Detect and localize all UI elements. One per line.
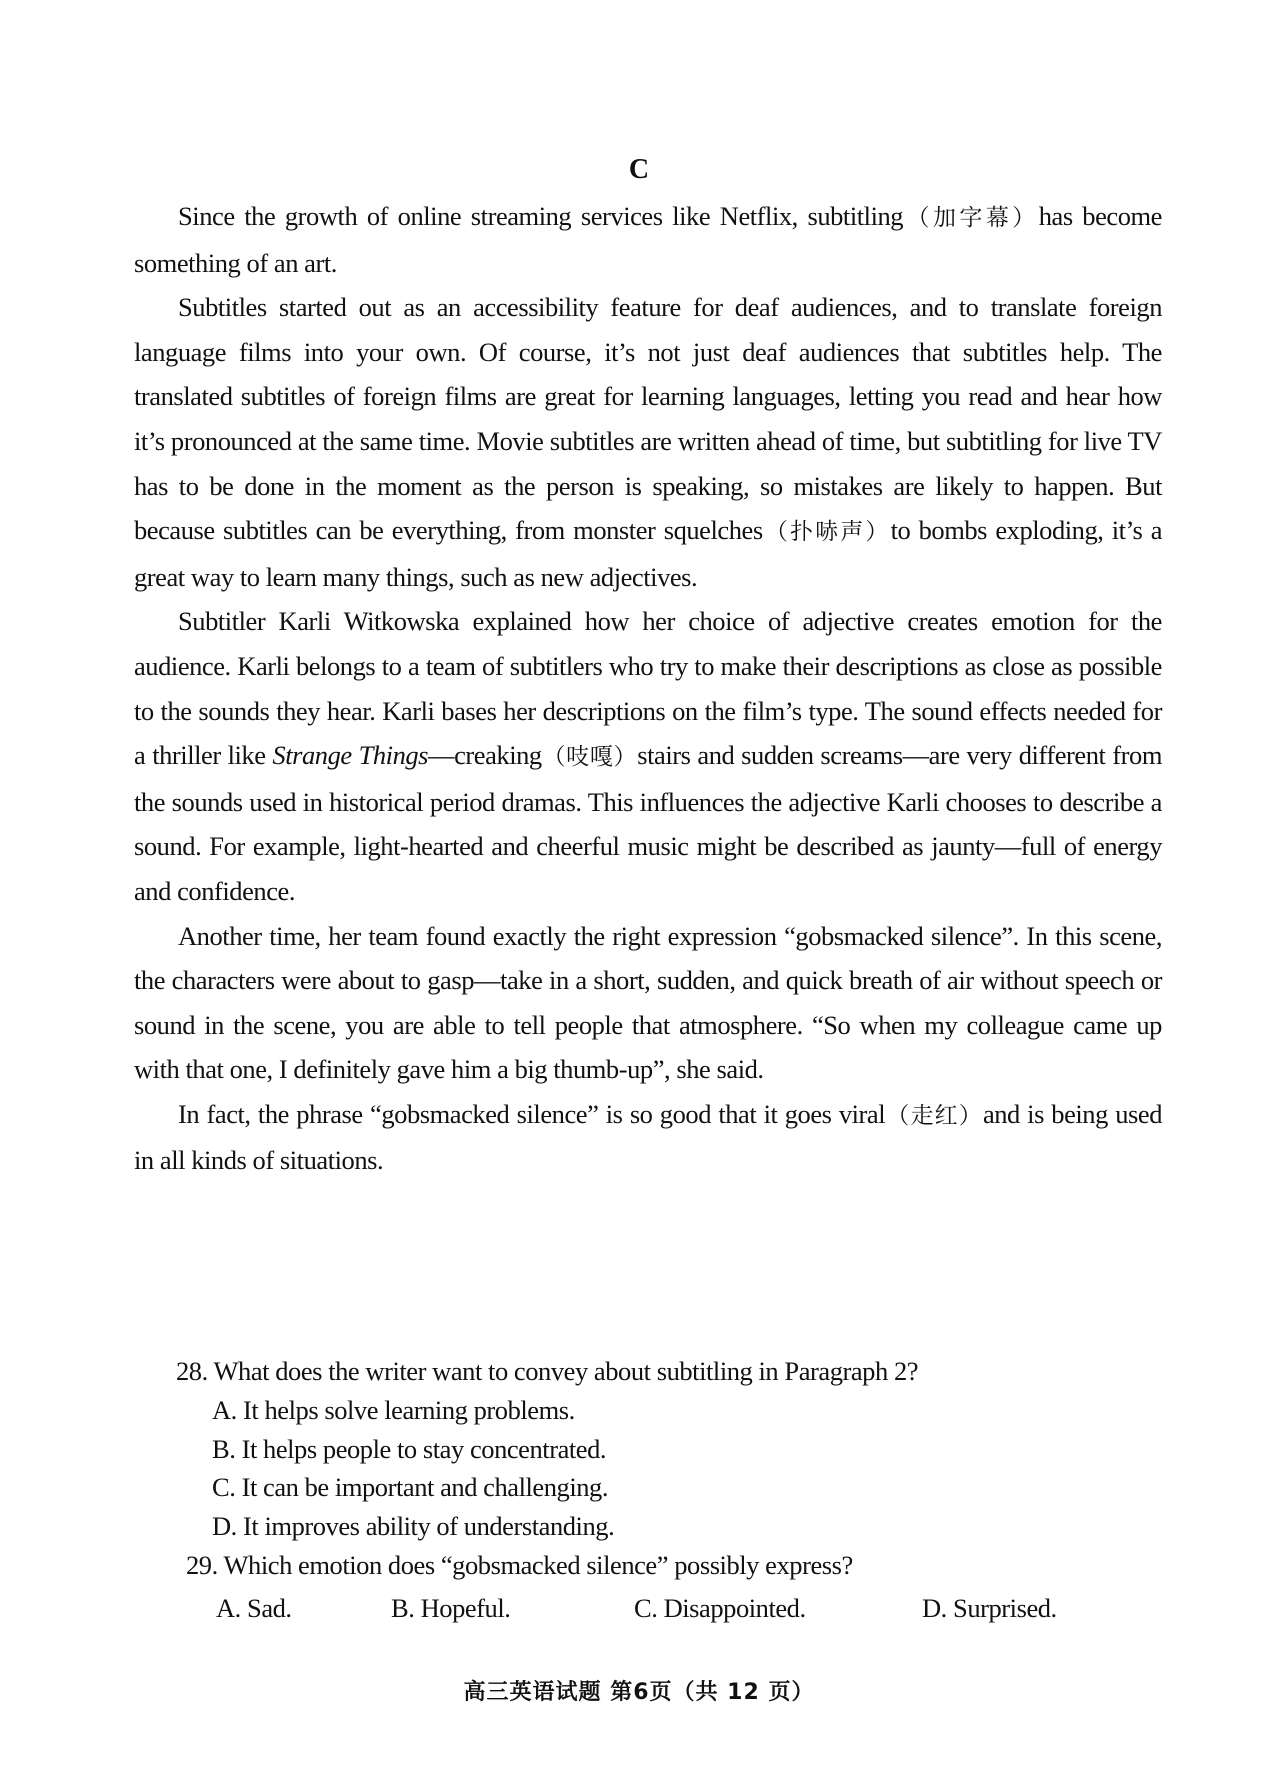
- question-text: Which emotion does “gobsmacked silence” possibly express?: [223, 1550, 853, 1581]
- chinese-gloss: （扑哧声）: [762, 519, 891, 546]
- text-run: Subtitler Karli Witkowska explained how her choice of adjective creates emotion for the audience. Karli belongs to a team of subtitlers who try to make their descriptions as close as possible to the sounds they hear. Karli bases her descriptions on the film’s type. The sound effects needed for a thriller like: [134, 606, 1162, 771]
- options-list: [134, 1585, 1162, 1631]
- option-a[interactable]: A. It helps solve learning problems.: [212, 1395, 575, 1425]
- text-run: has become something of an art.: [134, 201, 1162, 278]
- text-run: —creaking: [428, 740, 542, 771]
- italic-title: Strange Things: [272, 740, 429, 771]
- text-run: Another time, her team found exactly the right expression “gobsmacked silence”. In this scene, the characters were about to gasp—take in a short, sudden, and quick breath of air without speech or sound in the scene, you are able to tell people that atmosphere. “So when my colleague came up with that one, I definitely gave him a big thumb-up”, she said.: [134, 920, 1162, 1085]
- text-run: Since the growth of online streaming services like Netflix, subtitling: [178, 201, 904, 231]
- text-run: In fact, the phrase “gobsmacked silence” is so good that it goes viral: [178, 1098, 886, 1129]
- option-d[interactable]: D. Surprised.: [922, 1593, 1057, 1624]
- paragraph-5: [134, 1092, 1162, 1183]
- question-text: What does the writer want to convey about subtitling in Paragraph 2?: [213, 1356, 919, 1386]
- option-a[interactable]: A. Sad.: [216, 1593, 292, 1624]
- paragraph-1: [134, 194, 1162, 285]
- question-list: [134, 1351, 1162, 1631]
- chinese-gloss: （加字幕）: [903, 205, 1039, 231]
- reading-passage: [134, 194, 1162, 1183]
- question-29: [134, 1545, 1162, 1631]
- option-c[interactable]: C. It can be important and challenging.: [212, 1472, 609, 1503]
- chinese-gloss: （走红）: [885, 1102, 983, 1129]
- paragraph-3: [134, 599, 1162, 913]
- options-list: [134, 1391, 1162, 1545]
- option-b[interactable]: B. It helps people to stay concentrated.: [212, 1433, 607, 1464]
- text-run: stairs and sudden screams—are very different from the sounds used in historical period dramas. This influences the adjective Karli chooses to describe a sound. For example, light-hearted and cheerful music might be described as jaunty—full of energy and confidence.: [134, 740, 1163, 906]
- paragraph-2: [134, 285, 1162, 599]
- chinese-gloss: （吱嘎）: [541, 744, 638, 771]
- option-d[interactable]: D. It improves ability of understanding.: [212, 1510, 615, 1541]
- question-number: 29.: [186, 1550, 218, 1581]
- page-footer: 高三英语试题 第6页（共 12 页）: [463, 1680, 815, 1705]
- text-run: Subtitles started out as an accessibility feature for deaf audiences, and to translate foreign language films into your own. Of course, it’s not just deaf audiences that subtitles help. The translated subtitles of foreign films are great for learning languages, letting you read and hear how it’s pronounced at the same time. Movie subtitles are written ahead of time, but subtitling for live TV has to be done in the moment as the person is speaking, so mistakes are likely to happen. But because subtitles can be everything, from monster squelches: [134, 292, 1162, 546]
- question-stem: [134, 1545, 1162, 1585]
- section-heading: C: [628, 154, 650, 185]
- text-run: to bombs exploding, it’s a great way to learn many things, such as new adjectives.: [134, 515, 1163, 592]
- question-stem: [134, 1351, 1162, 1391]
- option-b[interactable]: B. Hopeful.: [391, 1593, 511, 1624]
- paragraph-4: [134, 914, 1162, 1092]
- question-28: [134, 1351, 1162, 1545]
- option-c[interactable]: C. Disappointed.: [634, 1593, 806, 1624]
- question-number: 28.: [176, 1356, 208, 1386]
- text-run: and is being used in all kinds of situations.: [134, 1098, 1163, 1176]
